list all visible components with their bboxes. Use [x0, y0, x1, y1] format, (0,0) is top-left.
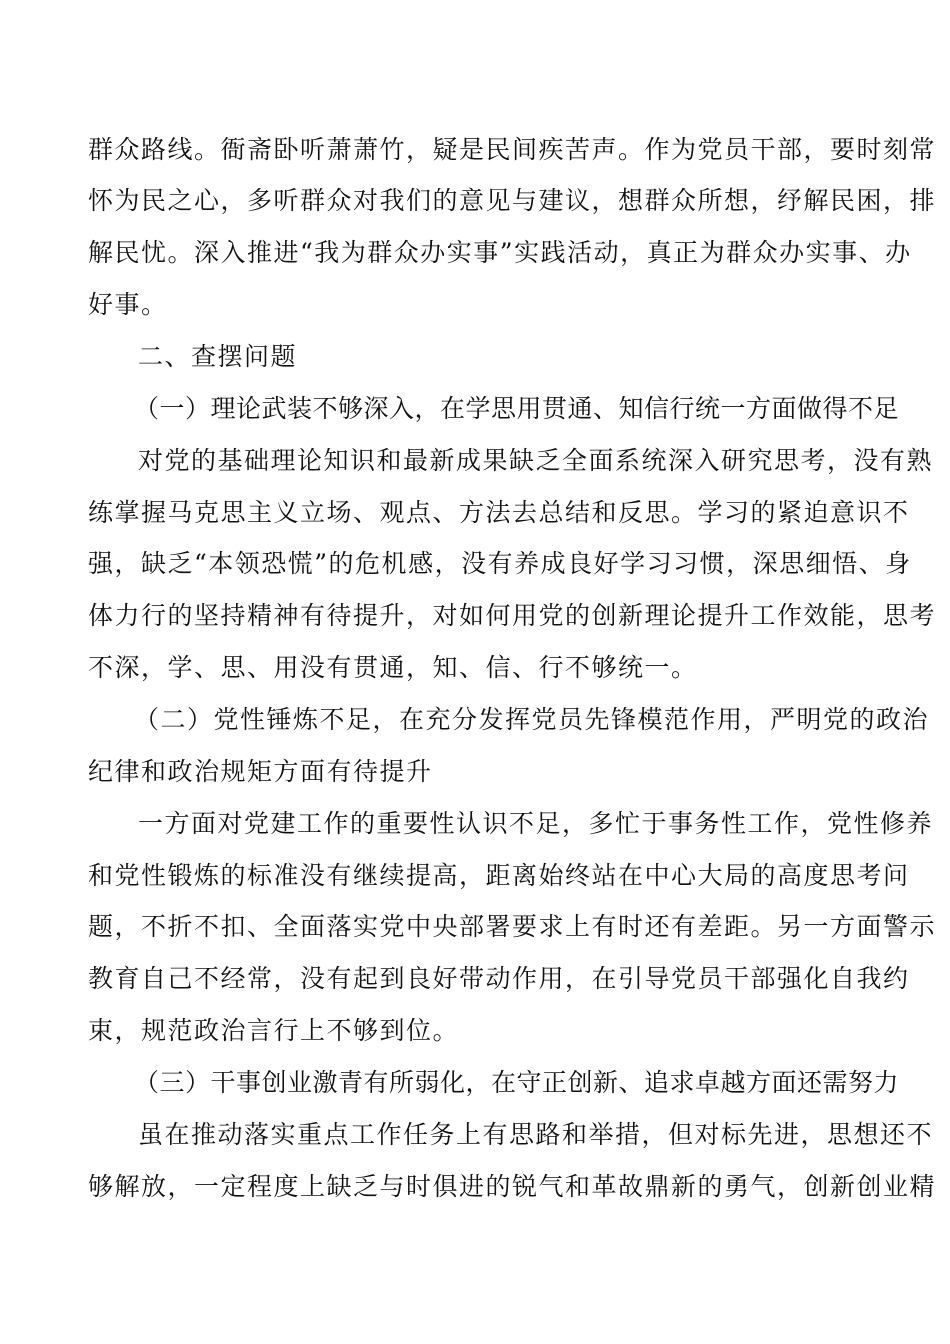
- text-line: 够解放，一定程度上缺乏与时俱进的锐气和革故鼎新的勇气，创新创业精: [88, 1172, 937, 1201]
- text-line: 教育自己不经常，没有起到良好带动作用，在引导党员干部强化自我约: [88, 964, 910, 993]
- text-line: 怀为民之心，多听群众对我们的意见与建议，想群众所想，纾解民困，排: [88, 186, 937, 215]
- text-line: 好事。: [88, 290, 168, 319]
- text-line: 一方面对党建工作的重要性认识不足，多忙于事务性工作，党性修养: [138, 809, 934, 838]
- section-heading: 二、查摆问题: [138, 342, 298, 371]
- subsection-heading: （二）党性锤炼不足，在充分发挥党员先锋模范作用，严明党的政治: [134, 705, 930, 734]
- subsection-heading: （一）理论武装不够深入，在学思用贯通、知信行统一方面做得不足: [134, 394, 900, 423]
- subsection-heading-cont: 纪律和政治规矩方面有待提升: [88, 757, 433, 786]
- text-line: 解民忧。深入推进“我为群众办实事”实践活动，真正为群众办实事、办: [88, 238, 912, 267]
- text-line: 练掌握马克思主义立场、观点、方法去总结和反思。学习的紧迫意识不: [88, 498, 910, 527]
- text-line: 不深，学、思、用没有贯通，知、信、行不够统一。: [88, 653, 698, 682]
- text-line: 体力行的坚持精神有待提升，对如何用党的创新理论提升工作效能，思考: [88, 601, 937, 630]
- subsection-heading: （三）干事创业激青有所弱化，在守正创新、追求卓越方面还需努力: [134, 1068, 900, 1097]
- text-line: 束，规范政治言行上不够到位。: [88, 1016, 460, 1045]
- text-line: 和党性锻炼的标准没有继续提高，距离始终站在中心大局的高度思考问: [88, 861, 910, 890]
- text-line: 群众路线。衙斋卧听萧萧竹，疑是民间疾苦声。作为党员干部，要时刻常: [88, 135, 937, 164]
- text-line: 虽在推动落实重点工作任务上有思路和举措，但对标先进，思想还不: [138, 1120, 934, 1149]
- text-line: 题，不折不扣、全面落实党中央部署要求上有时还有差距。另一方面警示: [88, 912, 937, 941]
- text-line: 强，缺乏“本领恐慌”的危机感，没有养成良好学习习惯，深思细悟、身: [88, 549, 912, 578]
- text-line: 对党的基础理论知识和最新成果缺乏全面系统深入研究思考，没有熟: [138, 446, 934, 475]
